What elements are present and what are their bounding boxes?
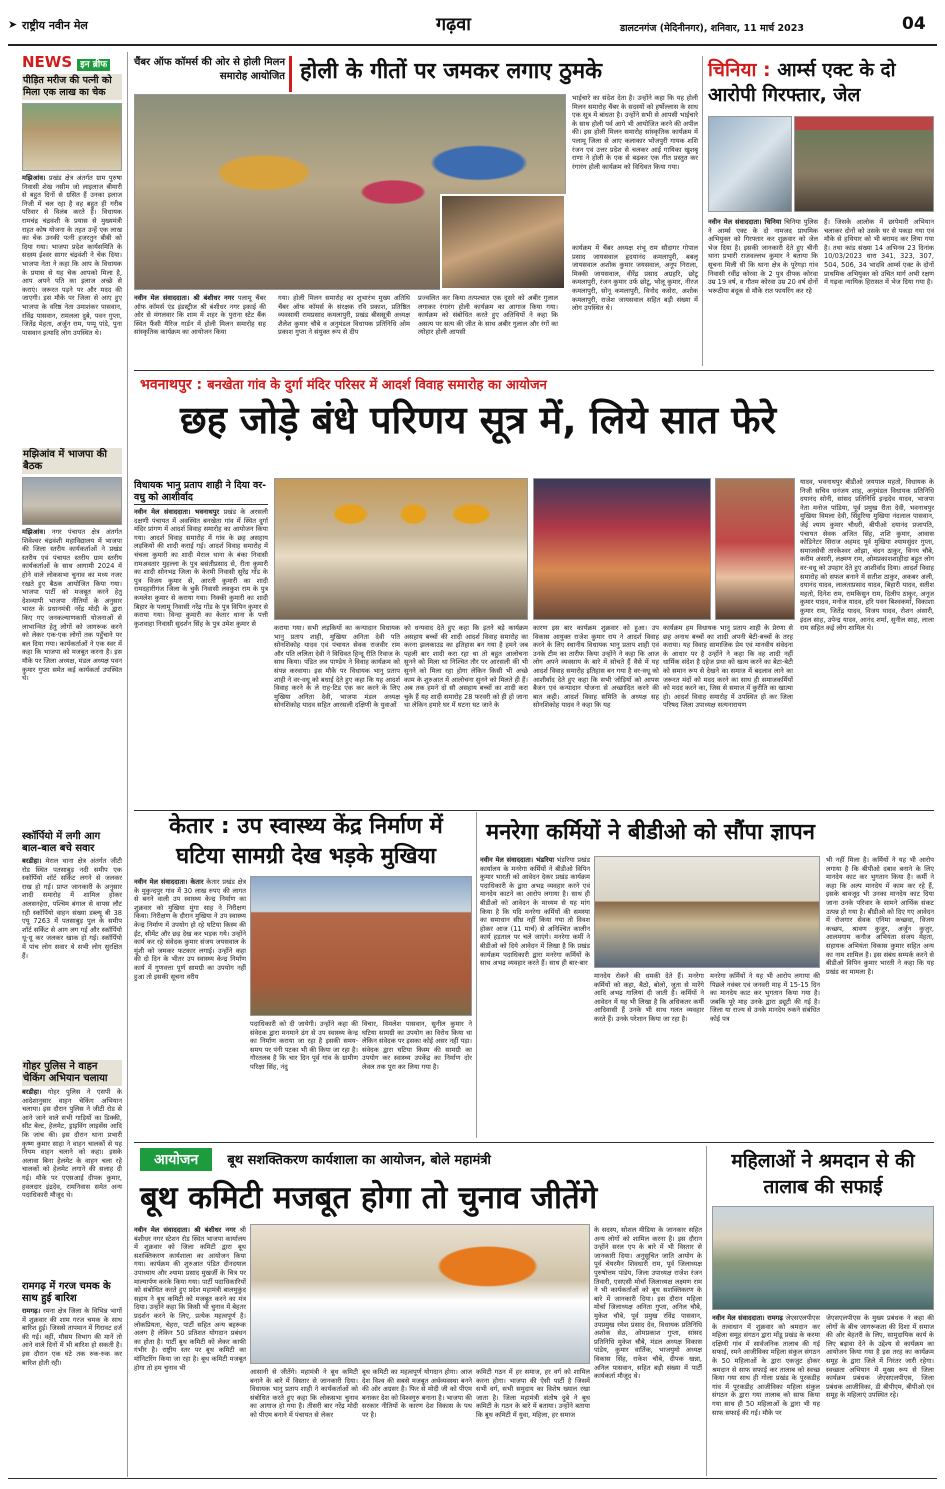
- brief-body-4: [22, 1088, 122, 1278]
- brief-text-1: प्रखंड क्षेत्र अंतर्गत ग्राम पुरुषा निवासी शेख नसीम जो लाइलाज बीमारी से बहुत दिनों से ग्रसित हैं उनका इलाज निजी में चल रहा है वह बहुत ही गरीब परिवार से विलंब करते हैं। विधायक रामचंद्र चंद्रवंशी के प्रयास से मुख्यमंत्री राहत कोष योजना के तहत उन्हें एक लाख का चेक उनकी पत्नी हजरतुन बीबी को दिया गया। भाजपा प्रदेश कार्यसमिति के सदस्य ईश्वर सागर चंद्रवंशी ने चेक दिया। भाजपा नेता ने कहा कि आप के विधायक के प्रयास से यह चेक आपको मिला है, आप अपने पति का इलाज अच्छे से कराएं। जरूरत पड़ने पर और मदद की जाएगी। इस मौके पर जिला से आए हुए भाजपा के वरिष्ठ नेता उमाशंकर पासवान, रविंद्र पासवान, रामलला दुबे, पवन गुप्ता, जितेंद्र मेहता, अर्जुन राम, पप्पू पांडे, पुना पासवान इत्यादि लोग उपस्थित थे।: [22, 174, 122, 337]
- holi-photo-inset: [440, 194, 566, 290]
- ketar-headline-1: केतार : उप स्वास्थ्य केंद्र निर्माण में: [169, 814, 443, 839]
- ketar-dateline: नवीन मेल संवाददाता। केतार: [134, 878, 204, 886]
- marriage-col-1: [134, 508, 268, 804]
- marriage-kicker: [140, 374, 934, 394]
- brief-text-5: रमना क्षेत्र जिला के विभिन्न भागों में शुक्रवार की शाम गरज चमक के साथ बारिश हुई। जिससे तापमान में गिरावट दर्ज की गई। वहीं, मौसम विभाग की मानें तो आने वाले दिनों में भी बारिश हो सकती है। इस दौरान एक घंटे तक रुक-रुक कर बारिश होती रही।: [22, 1307, 122, 1367]
- holi-col-1: [134, 294, 266, 364]
- chiniya-col-2: हैं। जिसके आलोक में छापेमारी अभियान चलाकर दोनों को उसके घर से पकड़ा गया एवं मौके से हथियार को भी बरामद कर लिया गया है। तथा कांड संख्या 14 अभिनव 23 दिनांक 10/03/2023 धारा 341, 323, 307, 504, 506, 34 भादवि आर्म्स एक्ट के दोनों प्राथमिक अभियुक्त को उचित मार्ग अभी रक्षण में गढ़वा न्यायिक हिरासत में भेज दिया गया है।: [824, 218, 934, 287]
- booth-col-5: के सदस्य, सोशल मीडिया के जानकार सहित अन्य लोगों को शामिल करना है। इस दौरान उन्होंने सरल एप के बारे में भी विस्तार से जानकारी दिया। अनुसूचित जाति आयोग के पूर्व चेयरमैन शिवधारी राम, पूर्व जिलाध्यक्ष पुरुषोत्तम पांडेय, जिला उपाध्यक्ष राजेश रंजन तिवारी, एसएसी मोर्चा जिलाध्यक्ष लक्ष्मण राम ने भी कार्यकर्ताओं को बूथ सशक्तिकरण के बारे में जानकारी दिया। इस दौरान महिला मोर्चा जिलाध्यक्ष अनिता गुप्ता, अनिल चौबे, मुकेश चौबे, पूर्व प्रमुख रविंद्र पासवान, उपप्रमुख रमेश प्रसाद देव, विधायक प्रतिनिधि अशोक सेठ, ओमप्रकाश गुप्ता, सांसद प्रतिनिधि मुकेश चौबे, मंडल अध्यक्ष विकास पांडेय, कुमार वार्तिक, भाजयुमो अध्यक्ष विकास सिंह, राकेश चौबे, दीपक खन्ना, अनिल पासवान, सहित बड़ी संख्या में पार्टी कार्यकर्ता मौजूद थे।: [594, 1226, 702, 1381]
- lower-section-rule: [134, 1142, 934, 1143]
- booth-dateline: नवीन मेल संवाददाता। श्री बंशीधर नगर: [134, 1226, 236, 1234]
- masthead-brand: राष्ट्रीय नवीन मेल: [22, 19, 88, 32]
- ketar-body-1: केतार प्रखंड क्षेत्र के मुकुन्दपुर गांव में 30 लाख रुपए की लागत से बनने वाली उप स्वास्थ्य केन्द्र निर्माण का शुक्रवार को मुखिया मुंगा साह ने निरीक्षण किया। निरीक्षण के दौरान मुखिया ने उप स्वास्थ्य केन्द्र निर्माण में उपयोग हो रहे घटिया किस्म की ईंट, सीमेंट और छड़ देख कर भड़क गये। उन्होंने कार्य कर रहे संवेदक कुमार संजय जयसवाल के मुंशी को जमकर फटकार लगाई। उन्होंने कहा की दो दिन के भीतर उप स्वास्थ्य केन्द्र निर्माण कार्य में गुणवत्ता पूर्ण सामग्री का उपयोग नहीं हुआ तो इसकी सूचना वरीय: [134, 878, 246, 981]
- left-column-divider: [127, 52, 128, 1477]
- booth-headline: बूथ कमिटी मजबूत होगा तो चुनाव जीतेंगे: [140, 1180, 598, 1216]
- ketar-col-1: [134, 878, 246, 1140]
- holi-col-2: गया। होली मिलन समारोह का शुभारंभ मुख्य अतिथि चैंबर ऑफ कॉमर्स के संरक्षक रवि प्रकाश, प्रतिष्ठित व्यवसायी रामप्रसाद कमलापुरी, प्रखंड बीससूत्री अध्यक्ष शैलेश कुमार चौबे व अनुमंडल विधायक प्रतिनिधि ओम प्रकाश गुप्ता ने संयुक्त रूप से दीप: [278, 294, 410, 337]
- brief-text-4: गोहर पुलिस ने एसपी के आदेशानुसार वाहन चेकिंग अभियान चलाया। इस दौरान पुलिस ने जीटी रोड से आने जाने वाले सभी गाड़ियों का डिक्की, सीट बेल्ट, हेलमेट, ड्राइविंग लाइसेंस आदि कि जांच की। इस दौरान थाना प्रभारी कृष्ण कुमार साहा ने वाहन चालकों से यह नियम वाहन चलाने को कहा। इसके अलावा बिना हेलमेट के वाहन चला रहे चालकों को हेलमेट लगाने की सलाह दी गई। मौके पर एएसआई दीपक कुमार, हवलदार इंद्रदेव, रामनिवास समेत अन्य पदाधिकारी मौजूद थे।: [22, 1088, 122, 1200]
- marriage-kicker-text: बनखेता गांव के दुर्गा मंदिर परिसर में आदर्श विवाह समारोह का आयोजन: [207, 378, 547, 393]
- masthead: [8, 12, 937, 46]
- booth-kicker-text: बूथ सशक्तिकरण कार्यशाला का आयोजन, बोले महामंत्री: [227, 1153, 491, 1168]
- pond-dateline: नवीन मेल संवाददाता। रामगढ़: [712, 1314, 783, 1322]
- booth-kicker: [140, 1148, 700, 1174]
- marriage-dateline: नवीन मेल संवाददाता। भवनाथपुर: [134, 508, 220, 516]
- brief-title-3: स्कॉर्पियो में लगी आग बाल-बाल बचे सवार: [22, 831, 101, 854]
- mnrega-col-1: [480, 856, 590, 1140]
- brief-title-4: गोहर पुलिस ने वाहन चेकिंग अभियान चलाया: [22, 1060, 122, 1086]
- holi-col-4: भाईचारे का संदेश देता है। उन्होंने कहा कि यह होली मिलन समारोह चैंबर के सदस्यों को हर्षोल्लास के साथ एक सूत्र में बांधता है। उन्होंने सभी से आपसी भाईचारे के साथ होली पर्व आगे भी आयोजित करने की अपील की। इस होली मिलन समारोह सांस्कृतिक कार्यक्रम में पलामू जिला से आए कलाकार भोजपुरी गायक शशि रंजन एवं उत्तर प्रदेश से चलकर आई गायिका खुशबू राणा ने होली के एक से बढ़कर एक गीत प्रस्तुत कर रंगारंग होली कार्यक्रम को विधिवत किया गया।: [572, 94, 698, 171]
- brief-title-5: रामगढ़ में गरज चमक के साथ हुई बारिश: [22, 1281, 111, 1304]
- booth-photo: [250, 1224, 590, 1364]
- brief-dateline-4: बरडीहा।: [22, 1088, 42, 1096]
- brief-body-1: [22, 174, 122, 444]
- brief-title-2: मझिआंव में भाजपा की बैठक: [22, 448, 122, 474]
- news-brief-column: [22, 52, 122, 1477]
- footer-rule: [8, 1478, 937, 1479]
- holi-body-1: पलामू चैंबर ऑफ कॉमर्स एंड इंडस्ट्रीज श्री बंशीधर नगर इकाई की ओर से मंगलवार कि शाम में शहर के पुराना स्टेट बैंक स्थित फैंसी मैरिज गार्डन में होली मिलन समारोह सह सांस्कृतिक कार्यक्रम का आयोजन किया: [134, 294, 266, 337]
- holi-chiniya-divider: [702, 56, 703, 366]
- ketar-photo: [250, 876, 472, 1016]
- mnrega-dateline: नवीन मेल संवाददाता। भंडरिया: [480, 856, 555, 864]
- brief-body-5: [22, 1307, 122, 1447]
- pond-photo: [712, 1206, 934, 1310]
- chiniya-headline: [708, 58, 934, 108]
- chiniya-body-1: चिनिया पुलिस ने आर्म्स एक्ट के दो नामजद प्राथमिक अभियुक्त को गिरफ्तार कर शुक्रवार को जेल भेज दिया है। इसकी जानकारी देते हुए चीनी थाना प्रभारी राजवल्लभ कुमार ने बताया कि सूचना मिली थी कि थाना क्षेत्र के पूरेगड़ा गांव निवासी रवींद्र कोरवा के 2 पुत्र दीपक कोरवा उम्र 19 वर्ष, व गौतम कोरवा उम्र 20 वर्ष दोनों भरूठीया बंदूक से मौके रात फायरिंग कर रहे: [708, 218, 818, 295]
- holi-dateline: नवीन मेल संवाददाता। श्री बंशीधर नगर: [134, 294, 235, 302]
- bird-logo-icon: ➤: [8, 18, 18, 31]
- chiniya-dateline: नवीन मेल संवाददाता। चिनिया: [708, 218, 782, 226]
- marriage-col-4: कारण इस बार कार्यक्रम शुक्रवार को हुआ। उप विकास आयुक्त राजेश कुमार राय ने आदर्श विवाह करने के लिए स्थानीय विधायक भानु प्रताप शाही एवं उनके टीम का तारीफ किया उन्होंने ने कहा कि आज लोग अपने व्यवसाय के बारे में सोचते हैं वैसे में यह आदर्श विवाह समारोह इतिहास बन गया है वर-वधू को आशीर्वाद देते हुए कहा कि सभी जोड़ियों को आपस बैजन एवं कन्यादान योजना से अच्छादित करने की बात कही। आदर्श विवाह समिति के अध्यक्ष सह सोनशिकोह यादव ने कहा कि यह: [533, 624, 659, 710]
- ketar-mnrega-divider: [476, 812, 477, 1138]
- news-label-2: इन ब्रीफ: [77, 59, 110, 71]
- mnrega-col-3: मनरेगा कर्मियों ने यह भी आरोप लगाया की पिछले नवंबर एवं जनवरी माह में 15-15 दिन का मानदेय काट कर भुगतान किया गया है। जबकि पूरे माह उनके द्वारा ड्यूटी की गई है। जिला या राज्य से उनके मानदेय रुकने संबंधित कोई पत्र: [710, 972, 820, 1023]
- marriage-photo-3: [715, 478, 795, 620]
- pond-body-1: जेएसएलपीएस के तत्वाधान में शुक्रवार को श्रमदान कर महिला समूह संगठन द्वारा मोंडू प्रखंड के करमा दक्षिणी गांव में सार्वजनिक तालाब की गई सफाई, रमने आजीविका महिला संकुल संगठन के 50 महिलाओं के द्वारा एकजुट होकर श्रमदान से साफ सफाई कर तालाब को स्वच्छ किया गया साथ ही गोला प्रखंड के पूरकडीह गांव में पूरकडीह आजीविका महिला संकुल संगठन के द्वारा गया तालाब को साफ किया गया साथ ही 50 महिलाओं के द्वारा भी यह साफ सफाई की गई। मौके पर: [712, 1314, 820, 1417]
- mnrega-col-4: भी नहीं मिला है। कर्मियों ने यह भी आरोप लगाया है कि बीपीओ दबाव बनाने के लिए मानदेय काट कर भुगतान किया है। कर्मी ने कहा कि अल्प मानदेय में काम कर रहे हैं, इसके बावजूद भी उनका मानदेय काट दिया जाना उनके परिवार के सामने आर्थिक संकट उत्पन्न हो गया है। बीडीओ को दिए गए आवेदन में रोजगार सेवक एनिमा कच्छवा, विजय कच्छप, श्रावण कुजुर, अर्जुन कुजुर, आलमगाम कनौज अभियंता संजय मेहता, सहायक अभियंता विकास कुमार सहित अन्य का नाम शामिल है। इस संबंध सम्पर्क करने से बीडीओ विपिन कुमार भारती ने कहा कि यह प्रखंड का मामला है।: [826, 856, 934, 976]
- booth-kicker-badge: आयोजन: [140, 1148, 212, 1171]
- holi-kicker-text: चैंबर ऑफ कॉमर्स की ओर से होली मिलन समारोह आयोजित: [134, 57, 285, 82]
- brief-dateline-5: रामगढ़।: [22, 1307, 41, 1315]
- page-number: 04: [902, 14, 926, 34]
- marriage-col-2: कराया गया। सभी लड़कियों का कन्यादान विधायक भानु प्रताप शाही, मुखिया अनिता देवी पति सोनशिकोह यादव एवं पंचायत सेवक राजवीर राम और पति ललिता देवी ने विधिवत हिन्दू रीति रिवाज के साथ किया। पंडित लव पाण्डेय ने विवाह कार्यक्रम को संपन्न करवाया। इस मौके पर विधायक भानु प्रताप शाही ने वर-वधू को बधाई देते हुए कहा कि यह आदर्श विवाह करने के ले राह-टिड एक कर करने के लिए मुखिया अनिता देवी, भाजपा मंडल अध्यक्ष सोनशिकोह यादव सहित आरसली दक्षिणी के युवाओं: [274, 624, 400, 710]
- pond-col-1: [712, 1314, 820, 1474]
- marriage-kicker-place: भवनाथपुर :: [140, 377, 203, 393]
- marriage-photo-1: [274, 478, 528, 620]
- chiniya-col-1: [708, 218, 818, 366]
- marriage-col-3: को धन्यवाद देते हुए कहा कि इतने बड़े कार्यक्रम असहाय बच्चों की शादी आदर्श विवाह समारोह का करना झलकाउड का इतिहास बन गया है हमने जब पहली बार शादी करा रहा था तो बहुत आलोचना सुनने को मिला था निश्चित तौर पर आरसली की भी सुनने को मिला रहा होगा लेकिन किसी भी अच्छे काम के शुरुआत में आलोचना सुनने को मिलते ही हैं। अब तक हमने दो सौ असहाय बच्चों का शादी करा चुके हैं यह शादी समारोह 28 फरवरी को ही हो जाना था लेकिन हमारे घर में घटना घट जाने के: [404, 624, 528, 710]
- mnrega-photo: [594, 856, 820, 968]
- news-label: NEWS: [22, 53, 73, 71]
- mnrega-headline: मनरेगा कर्मियों ने बीडीओ को सौंपा ज्ञापन: [486, 820, 815, 845]
- holi-headline: होली के गीतों पर जमकर लगाए ठुमके: [300, 59, 603, 84]
- booth-col-1: [134, 1226, 246, 1472]
- ketar-headline: [140, 812, 472, 872]
- marriage-body-1: प्रखंड के अरसली दक्षणी पंचायत में अवस्थित बनखेता गांव में स्थित दुर्गा मंदिर प्रांगण में आदर्श विवाह समारोह का आयोजन किया गया। आदर्श विवाह समारोह में गांव के छह असहाय लड़कियों की शादी कराई गई। आदर्श विवाह समारोह में चंचला कुमारी का शादी मेराल थाना के बंका निवासी रामअवतार मुहल्ला के पुत्र बसंतीप्रसाद से, रीता कुमारी का शादी सोनभद्र जिला के केरमी निवासी सुरेंद्र गोंड के पुत्र विजय कुमार से, आरती कुमारी का शादी रामदहारीगंज जिला के चुर्के निवासी लवकुश राम के पुत्र कमलेश कुमार से कराया गया। निक्की कुमारी का शादी बिहार के पलामू निवासी नरेंद्र गोंड के पुत्र विपिन कुमार से कराया गया। विन्दा कुमारी का केतार थाना के पत्ती कुशवाहा निवासी सुदर्शन सिंह के पुत्र उमेश कुमार से: [134, 508, 268, 628]
- booth-body-1: श्री बंशीधर नगर स्टेशन रोड स्थित भाजपा कार्यालय में शुक्रवार को जिला कमिटी द्वारा बूथ सशक्तिकरण कार्यशाला का आयोजन किया गया। कार्यक्रम की शुरुआत पंडित दीनदयाल उपाध्याय और श्यामा प्रसाद मुखर्जी के चित्र पर माल्यार्पण करके किया गया। पार्टी पदाधिकारियों को संबोधित करते हुए प्रदेश महामंत्री बालमुकुंद सहाय ने बूथ कमिटी को मजबूत करने का मंत्र दिया। उन्होंने कहा कि किसी भी चुनाव में बेहतर प्रदर्शन करने के लिए, प्रत्येक महत्वपूर्ण है। लोकप्रियता, चेहरा, पार्टी सहित अन्य बहरूक अलग है लेकिन 50 प्रतिशत योगदान प्रबंधन का होता है। पार्टी बूथ कमिटी को लेकर काफी गंभीर है। राष्ट्रीय स्तर पर बूथ कमिटी का मॉनिटरिंग किया जा रहा है। बूथ कमिटी मजबूत होगा तो हम चुनाव भी: [134, 1226, 246, 1372]
- mnrega-col-2: मानदेय रोकने की धमकी देते हैं। मनरेगा कर्मियों को कहा, बैठो, बोलो, जुता से मारेंगे आदि अभद्र गालियां दी जाती है। कर्मियों ने आवेदन में यह भी लिखा है कि अधिकतर कर्मी आदिवासी हैं उनके भी साथ गलत व्यवहार करते हैं। उनके परेशान किया जा रहा है।: [594, 972, 704, 1023]
- ketar-col-2: पदाधिकारी को दी जायेगी। उन्होंने कहा की संवेदक द्वारा मनमाने ढंग से उप स्वास्थ्य केन्द्र का निर्माण कराया जा रहा है इसकी समय-समय पर पंनी पटका भी की किया जा रहा है। गौरतलब है कि चार दिन पूर्व गांव के ग्रामीण परिक्षा सिंह, नंदु: [250, 1020, 358, 1071]
- booth-pond-divider: [706, 1146, 707, 1476]
- chiniya-kicker: चिनिया :: [708, 59, 771, 81]
- masthead-dateline: डालटनगंज (मेदिनीनगर), शनिवार, 11 मार्च 2023: [620, 23, 804, 34]
- brief-text-3: मेराल थाना क्षेत्र अंतर्गत जीटी रोड स्थित पतसाबुड़ नदी समीप एक स्कॉर्पियो शॉर्ट सर्किट लगने से जलकर राख हो गई। प्राप्त जानकारी के अनुसार शादी समारोह में शामिल होकर अलसनहेरा, पश्चिम बंगाल से वापस लौट रही स्कॉर्पियो वाहन संख्या डब्ल्यू बी 38 एयू 7263 में पतसाबुड़ पुल के समीप शॉर्ट सर्किट से आग लग गई और स्कॉर्पियो धू-धू कर जलकर खाक हो गई। स्कॉर्पियो में पांच लोग सवार थे सभी लोग सुरक्षित हैं।: [22, 857, 122, 960]
- holi-kicker: [134, 56, 292, 92]
- top-section-rule: [134, 370, 934, 371]
- mnrega-body-1: भंडरिया प्रखंड कार्यालय के मनरेगा कर्मियों ने बीडीओ विपिन कुमार भारती को आवेदन देकर प्रखंड कार्यक्रम पदाधिकारी के द्वारा अभद्र व्यवहार करने एवं मानदेय काटने का आरोप लगाया है। साथ ही बीडीओ को आवेदन के माध्यम से यह मांग किया है कि यदि मनरेगा कर्मियों की समस्या का समाधान सीघ्र नहीं किया गया तो विवश होकर आज (11 मार्च) से अनिश्चित कालीन कार्य हड़ताल पर चले जाएंगे। मनरेगा कर्मी ने बीडीओ को दिये आवेदन में लिखा है कि प्रखंड कार्यक्रम पदाधिकारी द्वारा मनरेगा कर्मियों के साथ अभद्र व्यवहार करते हैं। साथ ही बार-बार: [480, 856, 590, 968]
- brief-photo-cheque: [22, 103, 122, 171]
- marriage-headline: छह जोड़े बंधे परिणय सूत्र में, लिये सात फेरे: [180, 398, 777, 442]
- brief-text-2: नगर पंचायत क्षेत्र अंतर्गत शिवेश्वर चंद्रवंशी महाविद्यालय में भाजपा की जिला स्तरीय कार्यकर्ताओं ने प्रखंड स्तरीय एवं पंचायत स्तरीय ग्राम स्तरीय कार्यकर्ताओं के साथ आगामी 2024 में होने वाले लोकसभा चुनाव का मध्य नजर रखते हुए बैठक आयोजित किया गया। भाजपा पार्टी को मजबूत करने हेतु देशव्यापी भाजपा नीतियों के अनुसार भारत के प्रधानमंत्री नरेंद्र मोदी के द्वारा किए गए जनकल्याणकारी योजनाओं से लाभान्वित हेतु लोगों को जागरूक करने को लेकर एक-एक लोगों तक पहुँचाने पर बल दिया गया। कार्यकर्ताओं ने एक स्वर में कहा कि भाजपा को मजबूत करना है। इस मौके पर जिला अध्यक्ष, मंडल अध्यक्ष पवन कुमार गुप्ता समेत कई कार्यकर्ता उपस्थित थे।: [22, 528, 122, 683]
- masthead-district: गढ़वा: [436, 14, 471, 35]
- news-brief-banner: [22, 52, 122, 74]
- ketar-col-3: विचार, विमलेश पासवान, सुनील कुमार ने घटिया सामग्री का उपयोग का विरोध किया था लेकिन संवेदक पर इसका कोई असर नहीं पड़ा। संवेदक द्वारा घटिया किस्म की सामग्री का उपयोग कर स्वास्थ्य उपकेंद्र का निर्माण दोर लेवल तक पूरा कर लिया गया है।: [362, 1020, 472, 1071]
- brief-body-2: [22, 528, 122, 828]
- middle-section-rule: [134, 810, 934, 811]
- brief-title-1: पीड़ित मरीज की पत्नी को मिला एक लाख का चेक: [22, 74, 122, 100]
- booth-col-3: बूथ कमिटी का महत्वपूर्ण योगदान होगा। आज देश विश्व की सबसे मजबूत अर्थव्यवस्था बनने की ओर अग्रसर है। फिर से मोदी जी को पीएम बनाकर देश को विश्वगुरु बनाना है। भाजपा की सरकार नीतियों के कारण देश विकास के पथ पर है।: [362, 1368, 472, 1419]
- pond-col-2: जेएसएलपीएस के मुख्य प्रबंधक ने कहा की लोगों के बीच जागरूकता की दिशा में समाज की ओर बेहतरी के लिए, सामुदायिक कार्य के लिए बढ़ावा देने के उद्देश्य से कार्यक्रम का आयोजन किया गया है इस तरह का कार्यक्रम समूह के द्वारा जिले में निरंतर जारी रहेगा। स्वच्छता अभियान में मुख्य रूप से जिला कार्यक्रम प्रबंधक जेएसएलपीएस, जिला प्रबंधक आजीविका, डी बीपीएम, बीपीओ एवं समूह के महिलाएं उपस्थित रहे।: [826, 1314, 934, 1400]
- brief-dateline-2: मझिआंव।: [22, 528, 46, 536]
- pond-headline: महिलाओं ने श्रमदान से की तालाब की सफाई: [731, 1150, 915, 1198]
- brief-photo-meeting: [22, 477, 122, 525]
- marriage-photo-2: [533, 478, 711, 620]
- brief-dateline-1: मझिआंव।: [22, 174, 46, 182]
- brief-dateline-3: बरडीहा।: [22, 857, 42, 865]
- marriage-subhead: विधायक भानु प्रताप शाही ने दिया वर-वधु को आशीर्वाद: [134, 480, 267, 503]
- booth-col-4: कमिटी गठन में हर समाज, हर वर्ग को शामिल करना होगा। भाजपा की ऐसी पार्टी है जिसमें सभी वर्ग, सभी समुदाय का विशेष ख्याल रखा जाता है। जिला महामंत्री संतोष दुबे ने बूथ कमिटी के गठन के बारे में बताया। उन्होंने बताया कि बूथ कमिटी में युवा, महिला, हर समाज: [476, 1368, 590, 1419]
- marriage-col-5: कार्यक्रम हम विधायक भानु प्रताप शाही के प्रेरणा से छह अनाथ बच्चों का शादी अपनी बेटी-बच्चों के तरह कराया। यह विवाह सामाजिक प्रेम एवं मानवीय संवेदना के आधार पर है उन्होंने ने कहा कि वह शादी नहीं धार्मिक संदेश है दहेज प्रथा को खत्म करने का बेटा-बेटी को समान रूप से देखने का समाज में बदलाव लाने का जरूरत मंदों को मदद करने का साथ ही समाजकर्मियों को मदद करने का, जिस से समाज में कुरीति का खात्मा हो। आदर्श विवाह समारोह में उपस्थित हो कर जिला परिषद जिला उपाध्यक्ष सत्यनारायण: [663, 624, 793, 710]
- ketar-headline-2: घटिया सामग्री देख भड़के मुखिया: [176, 844, 436, 869]
- chiniya-photo-accused: [794, 116, 934, 212]
- holi-col-5: कार्यक्रम में चैंबर अध्यक्ष शंभू राम सौदागर गोपाल प्रसाद जायसवाल हृदयानंद कमलापुरी, बबलू जायसवाल अशोक कुमार जयसवाल, अनूप निराला, मिक्की जायसवाल, वीरेंद्र प्रसाद अग्रहरि, छोटू कमलापुरी, रंजन कुमार उर्फ छोटू, भोलू कुमार, नीरज कमलापुरी, सोनू कमलापुरी, विनोद कसेरा, अशोक कमलापुरी, राजेश जायसवाल सहित बड़ी संख्या में लोग उपस्थित थे।: [572, 244, 698, 313]
- chiniya-photo-weapon: [708, 116, 792, 212]
- brief-body-3: [22, 857, 122, 1057]
- booth-col-2: आसानी से जीतेंगे। महामंत्री ने बूथ कमिटी बनाने के बारे में विस्तार से जानकारी दिया। विधायक भानु प्रताप शाही ने कार्यकर्ताओं को संबोधित करते हुए कहा कि लोकसभा चुनाव का आगाज हो गया है। तीसरी बार नरेंद्र मोदी को पीएम बनाने में पंचायत से लेकर: [250, 1368, 358, 1419]
- marriage-col-6: यादव, भवनाथपुर बीडीओ जयपाल महतो, विधायक के निजी सचिव धनंजय शाह, अनुमंडल विधायक प्रतिनिधि दयानंद सोनी, सांसद प्रतिनिधि इन्द्रदेव यादव, भाजपा नेता मनोज पांडिया, पूर्व प्रमुख रीता देवी, भवनाथपुर मुखिया विमला देवी, सिंहुरिया मुखिया नंदलाल पासवान, जेई श्याम कुमार चौधरी, बीपीओ दयानंद प्रजापति, पंचायत सेवक अजित सिंह, शशि कुमार, आवास कोडिनेटर सिराज अहमद पूर्व मुखिया श्यामसुंदर गुप्ता, समाजसेवी तारकेश्वर ओझा, चंदन ठाकुर, विनय चौबे, करीम अंसारी, लक्ष्मण राम, ओमप्रकाशशाहीदा बहुत लोग वर-वधू को उपहार देते हुए आशीर्वाद दिया। आदर्श विवाह समारोह को सफल बनाने में सतीश ठाकुर, अकबर अली, दयानंद यादव, लालताप्रसाद यादव, बिहारी यादव, सतीश महतो, दिनेश राम, रामकिसुन राम, दिलीप ठाकुर, अनूज कुमार यादव, मनोज यादव, हरि पवन बिश्वकर्मा, विकाशा कुमार राम, जितेंद्र यादव, विजय यादव, रोशन अंसारी, इंदल साह, उपेन्द्र यादव, आनंद शर्मा, सुनील साह, लाला राम सहित कई लोग शामिल थे।: [800, 478, 934, 633]
- holi-col-3: प्रज्वलित कर किया तत्पश्चात एक दूसरे को अबीर गुलाल लगाकर रंगारंग होली कार्यक्रम का आगाज किया गया। कार्यक्रम को संबोधित करते हुए अतिथियों ने कहा कि असत्य पर सत्य की जीत के साथ अबीर गुलाल और रंगों का त्योहार होली आपसी: [418, 294, 558, 337]
- chiniya-title: आर्म्स एक्ट के दो आरोपी गिरफ्तार, जेल: [708, 59, 896, 106]
